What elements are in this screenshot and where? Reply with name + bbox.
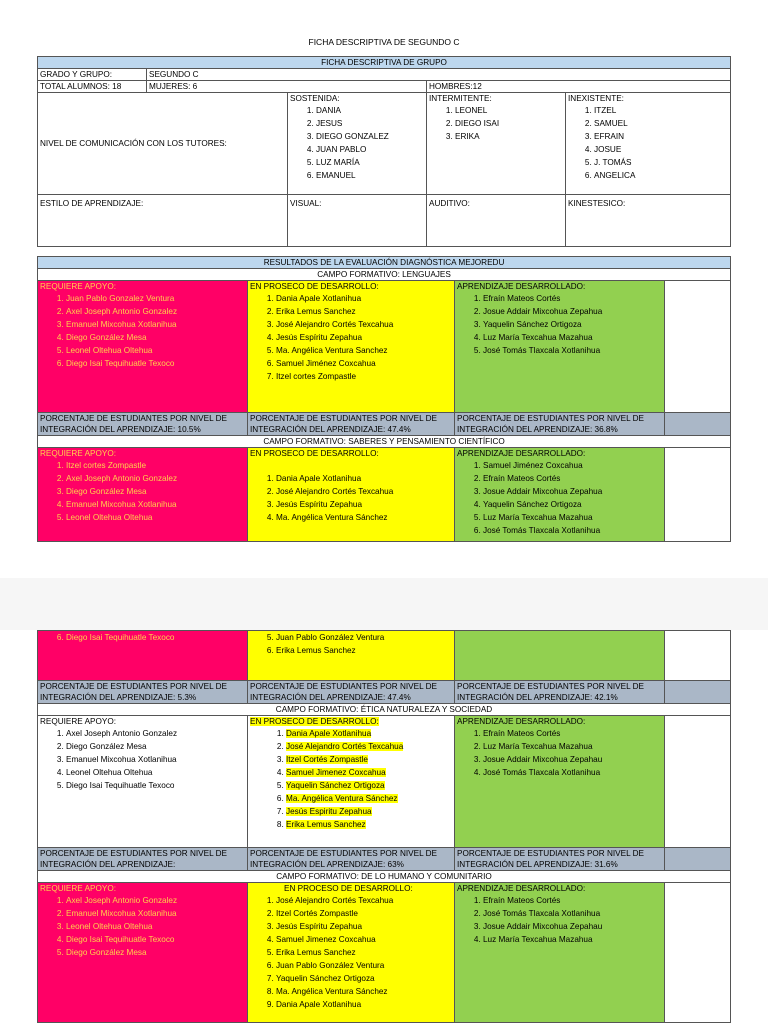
desarrollado-label: APRENDIZAJE DESARROLLADO: [457,282,586,291]
list-item [286,805,452,818]
pct-value: INTEGRACIÓN DEL APRENDIZAJE: 63% [250,860,404,869]
student-name: Dania Apale Xotlanihua [276,294,362,303]
humano-desarrollado-list [457,894,662,946]
proceso-label: EN PROSECO DE DESARROLLO: [250,282,379,291]
list-item [455,104,563,117]
inexistente-cell [566,93,731,195]
etica-desarrollado [455,716,665,848]
list-item [483,318,662,331]
student-name: Erika Lemus Sanchez [276,948,356,957]
list-item [316,117,424,130]
empty-cell [665,631,731,681]
list-item [276,344,452,357]
list-item [66,331,245,344]
student-name: Ma. Angélica Ventura Sánchez [276,513,388,522]
list-item [276,946,452,959]
resultados-header: RESULTADOS DE LA EVALUACIÓN DIAGNÓSTICA MEJOREDU [38,257,731,269]
list-item [276,998,452,1011]
student-name: Leonel Oltehua Oltehua [66,768,153,777]
list-item [66,357,245,370]
etica-desarrollado-list [457,727,662,779]
etica-requiere-list [40,727,245,792]
list-item [276,472,452,485]
student-name: Diego Isai Tequihuatle Texoco [66,935,175,944]
student-name: Josue Addair Mixcohua Zepahau [483,922,603,931]
list-item [276,511,452,524]
saberes-requiere [38,448,248,542]
comunicacion-label: NIVEL DE COMUNICACIÓN CON LOS TUTORES: [38,93,288,195]
student-name: Josue Addair Mixcohua Zepahua [483,307,603,316]
list-item [66,933,245,946]
list-item [276,357,452,370]
list-item [483,907,662,920]
list-item [276,631,452,644]
list-item [286,766,452,779]
list-item [594,117,728,130]
etica-proceso [248,716,455,848]
kinestesico-label: KINESTESICO: [566,195,731,247]
humano-requiere-list [40,894,245,959]
student-name: José Tomás Tlaxcala Xotlanihua [483,346,601,355]
requiere-label: REQUIERE APOYO: [40,884,116,893]
list-item [66,920,245,933]
intermitente-cell [427,93,566,195]
list-item [483,498,662,511]
etica-pct-proceso [248,848,455,871]
list-item [276,318,452,331]
lenguajes-proceso-list [250,292,452,383]
saberes-requiere-list-cont [40,631,245,644]
list-item [594,143,728,156]
list-item [483,920,662,933]
student-name: Itzel Cortés Zompastle [286,755,368,764]
student-name: Axel Joseph Antonio Gonzalez [66,896,178,905]
sostenida-cell [288,93,427,195]
list-item [276,907,452,920]
list-item [483,292,662,305]
list-item [483,524,662,537]
saberes-proceso-list-cont [250,631,452,657]
list-item [316,130,424,143]
grado-label: GRADO Y GRUPO: [38,69,147,81]
student-name: Jesús Espiritu Zepahua [286,807,372,816]
pct-label: PORCENTAJE DE ESTUDIANTES POR NIVEL DE [40,849,227,858]
humano-desarrollado [455,883,665,1023]
student-name: JOSUE [594,145,622,154]
student-name: Itzel cortes Zompastle [66,461,147,470]
student-name: Juan Pablo Gonzalez Ventura [66,294,175,303]
list-item [483,459,662,472]
student-name: Yaquelin Sánchez Ortigoza [483,320,582,329]
ficha-table [37,56,730,247]
sostenida-list [290,104,424,182]
list-item [483,727,662,740]
list-item [66,946,245,959]
ficha-header: FICHA DESCRIPTIVA DE GRUPO [38,57,731,69]
saberes-pct-desarrollado [455,681,665,704]
list-item [483,305,662,318]
lenguajes-title: CAMPO FORMATIVO: LENGUAJES [38,269,731,281]
student-name: LUZ MARÍA [316,158,360,167]
student-name: DANIA [316,106,342,115]
student-name: Diego Isai Tequihuatle Texoco [66,781,175,790]
student-name: EMANUEL [316,171,356,180]
empty-cell [665,716,731,848]
pct-label: PORCENTAJE DE ESTUDIANTES POR NIVEL DE [457,682,644,691]
student-name: Axel Joseph Antonio Gonzalez [66,307,178,316]
list-item [286,792,452,805]
hombres-count: HOMBRES:12 [427,81,731,93]
student-name: Yaquelin Sánchez Ortigoza [286,781,385,790]
empty-cell [665,281,731,413]
list-item [276,644,452,657]
list-item [276,959,452,972]
student-name: ANGELICA [594,171,636,180]
student-name: JESUS [316,119,343,128]
student-name: Efraín Mateos Cortés [483,896,561,905]
student-name: José Alejandro Cortés Texcahua [276,487,394,496]
saberes-desarrollado-list [457,459,662,537]
intermitente-label: INTERMITENTE: [429,94,492,103]
pct-value: INTEGRACIÓN DEL APRENDIZAJE: 36.8% [457,425,618,434]
document-title: FICHA DESCRIPTIVA DE SEGUNDO C [308,37,460,47]
lenguajes-pct-requiere [38,413,248,436]
list-item [286,818,452,831]
student-name: Leonel Oltehua Oltehua [66,346,153,355]
student-name: Dania Apale Xotlanihua [276,474,362,483]
list-item [276,292,452,305]
list-item [276,933,452,946]
etica-proceso-list [250,727,452,831]
saberes-desarrollado-cont [455,631,665,681]
empty-cell [665,681,731,704]
list-item [286,779,452,792]
student-name: Diego González Mesa [66,333,147,342]
student-name: Josue Addair Mixcohua Zepahau [483,755,603,764]
list-item [66,344,245,357]
student-name: José Tomás Tlaxcala Xotlanihua [483,768,601,777]
student-name: Dania Apale Xotlanihua [286,729,372,738]
student-name: José Alejandro Cortés Texcahua [286,742,404,751]
student-name: José Alejandro Cortés Texcahua [276,320,394,329]
requiere-label: REQUIERE APOYO: [40,717,116,726]
list-item [66,511,245,524]
list-item [66,305,245,318]
student-name: Emanuel Mixcohua Xotlanihua [66,320,177,329]
list-item [316,104,424,117]
list-item [276,972,452,985]
total-alumnos: TOTAL ALUMNOS: 18 [38,81,147,93]
saberes-requiere-list [40,459,245,524]
student-name: Samuel Jiménez Coxcahua [276,359,376,368]
humano-proceso-list [250,894,452,1011]
list-item [483,740,662,753]
student-name: Josue Addair Mixcohua Zepahua [483,487,603,496]
resultados-table-cont [37,630,730,1023]
student-name: Itzel cortes Zompastle [276,372,357,381]
list-item [276,985,452,998]
page-2 [0,578,768,1024]
list-item [455,117,563,130]
auditivo-label: AUDITIVO: [427,195,566,247]
lenguajes-proceso [248,281,455,413]
student-name: Jesús Espíritu Zepahua [276,922,363,931]
student-name: ERIKA [455,132,480,141]
list-item [286,740,452,753]
list-item [66,292,245,305]
pct-value: INTEGRACIÓN DEL APRENDIZAJE: 5.3% [40,693,197,702]
saberes-pct-requiere [38,681,248,704]
student-name: Erika Lemus Sanchez [276,646,356,655]
list-item [483,331,662,344]
pct-label: PORCENTAJE DE ESTUDIANTES POR NIVEL DE [250,414,437,423]
sostenida-label: SOSTENIDA: [290,94,340,103]
desarrollado-label: APRENDIZAJE DESARROLLADO: [457,449,586,458]
saberes-proceso [248,448,455,542]
pct-value: INTEGRACIÓN DEL APRENDIZAJE: 47.4% [250,693,411,702]
student-name: Leonel Oltehua Oltehua [66,922,153,931]
lenguajes-desarrollado-list [457,292,662,357]
inexistente-label: INEXISTENTE: [568,94,624,103]
student-name: Itzel Cortés Zompastle [276,909,358,918]
list-item [66,766,245,779]
pct-label: PORCENTAJE DE ESTUDIANTES POR NIVEL DE [457,849,644,858]
student-name: Ma. Angélica Ventura Sánchez [286,794,398,803]
etica-requiere [38,716,248,848]
student-name: Axel Joseph Antonio Gonzalez [66,729,178,738]
student-name: DIEGO ISAI [455,119,500,128]
requiere-label: REQUIERE APOYO: [40,449,116,458]
student-name: Diego González Mesa [66,948,147,957]
list-item [455,130,563,143]
empty-cell [665,413,731,436]
student-name: Emanuel Mixcohua Xotlanihua [66,755,177,764]
list-item [286,727,452,740]
list-item [594,169,728,182]
estilo-label: ESTILO DE APRENDIZAJE: [38,195,288,247]
list-item [316,156,424,169]
student-name: Luz María Texcahua Mazahua [483,333,593,342]
list-item [66,318,245,331]
student-name: Jesús Espíritu Zepahua [276,333,363,342]
list-item [483,472,662,485]
student-name: Jesús Espíritu Zepahua [276,500,363,509]
desarrollado-label: APRENDIZAJE DESARROLLADO: [457,884,586,893]
pct-label: PORCENTAJE DE ESTUDIANTES POR NIVEL DE [40,414,227,423]
student-name: Luz María Texcahua Mazahua [483,935,593,944]
student-name: Juan Pablo González Ventura [276,633,385,642]
list-item [483,485,662,498]
student-name: José Alejandro Cortés Texcahua [276,896,394,905]
lenguajes-requiere-list [40,292,245,370]
proceso-label: EN PROSECO DE DESARROLLO: [250,449,379,458]
lenguajes-pct-proceso [248,413,455,436]
humano-title: CAMPO FORMATIVO: DE LO HUMANO Y COMUNITARIO [38,871,731,883]
student-name: Emanuel Mixcohua Xotlanihua [66,500,177,509]
list-item [276,305,452,318]
list-item [286,753,452,766]
student-name: Efraín Mateos Cortés [483,729,561,738]
empty-cell [665,883,731,1023]
list-item [483,766,662,779]
student-name: Erika Lemus Sanchez [286,820,366,829]
saberes-proceso-list [250,472,452,524]
student-name: SAMUEL [594,119,628,128]
list-item [483,894,662,907]
pct-value: INTEGRACIÓN DEL APRENDIZAJE: 31.6% [457,860,618,869]
student-name: JUAN PABLO [316,145,367,154]
intermitente-list [429,104,563,143]
desarrollado-label: APRENDIZAJE DESARROLLADO: [457,717,586,726]
list-item [276,498,452,511]
visual-label: VISUAL: [288,195,427,247]
list-item [66,485,245,498]
list-item [66,894,245,907]
proceso-label: EN PROCESO DE DESARROLLO: [284,884,413,893]
list-item [66,472,245,485]
pct-label: PORCENTAJE DE ESTUDIANTES POR NIVEL DE [250,849,437,858]
list-item [483,753,662,766]
student-name: Erika Lemus Sanchez [276,307,356,316]
empty-cell [665,848,731,871]
student-name: EFRAIN [594,132,625,141]
student-name: Diego González Mesa [66,742,147,751]
list-item [276,485,452,498]
student-name: Efraín Mateos Cortés [483,474,561,483]
grado-value: SEGUNDO C [147,69,731,81]
list-item [66,631,245,644]
student-name: DIEGO GONZALEZ [316,132,389,141]
list-item [316,169,424,182]
list-item [483,511,662,524]
mujeres-count: MUJERES: 6 [147,81,427,93]
list-item [66,740,245,753]
student-name: Samuel Jiménez Coxcahua [483,461,583,470]
student-name: ITZEL [594,106,617,115]
empty-cell [665,448,731,542]
student-name: Leonel Oltehua Oltehua [66,513,153,522]
list-item [594,130,728,143]
humano-requiere [38,883,248,1023]
list-item [66,779,245,792]
student-name: Samuel Jimenez Coxcahua [276,935,376,944]
etica-pct-requiere [38,848,248,871]
list-item [276,331,452,344]
student-name: Samuel Jimenez Coxcahua [286,768,386,777]
list-item [483,933,662,946]
inexistente-list [568,104,728,182]
page-gap [0,578,768,630]
student-name: Luz María Texcahua Mazahua [483,513,593,522]
list-item [594,104,728,117]
list-item [276,370,452,383]
pct-value: INTEGRACIÓN DEL APRENDIZAJE: 47.4% [250,425,411,434]
saberes-proceso-cont [248,631,455,681]
list-item [276,920,452,933]
lenguajes-desarrollado [455,281,665,413]
student-name: Axel Joseph Antonio Gonzalez [66,474,178,483]
list-item [66,907,245,920]
lenguajes-pct-desarrollado [455,413,665,436]
student-name: Ma. Angélica Ventura Sánchez [276,987,388,996]
student-name: Juan Pablo González Ventura [276,961,385,970]
student-name: José Tomás Tlaxcala Xotlanihua [483,526,601,535]
humano-proceso [248,883,455,1023]
student-name: Ma. Angélica Ventura Sanchez [276,346,388,355]
student-name: Diego Isai Tequihuatle Texoco [66,359,175,368]
pct-value: INTEGRACIÓN DEL APRENDIZAJE: [40,860,176,869]
list-item [66,459,245,472]
list-item [276,894,452,907]
proceso-label: EN PROSECO DE DESARROLLO: [250,717,379,726]
list-item [483,344,662,357]
pct-label: PORCENTAJE DE ESTUDIANTES POR NIVEL DE [40,682,227,691]
student-name: Diego González Mesa [66,487,147,496]
student-name: LEONEL [455,106,488,115]
requiere-label: REQUIERE APOYO: [40,282,116,291]
saberes-title: CAMPO FORMATIVO: SABERES Y PENSAMIENTO CIENTÍFICO [38,436,731,448]
saberes-desarrollado [455,448,665,542]
pct-label: PORCENTAJE DE ESTUDIANTES POR NIVEL DE [250,682,437,691]
student-name: Yaquelin Sánchez Ortigoza [276,974,375,983]
student-name: Luz María Texcahua Mazahua [483,742,593,751]
student-name: Diego Isai Tequihuatle Texoco [66,633,175,642]
etica-title: CAMPO FORMATIVO: ÉTICA NATURALEZA Y SOCIEDAD [38,704,731,716]
list-item [316,143,424,156]
list-item [66,727,245,740]
saberes-pct-proceso [248,681,455,704]
pct-value: INTEGRACIÓN DEL APRENDIZAJE: 42.1% [457,693,618,702]
list-item [66,753,245,766]
list-item [594,156,728,169]
student-name: J. TOMÁS [594,158,632,167]
etica-pct-desarrollado [455,848,665,871]
list-item [66,498,245,511]
student-name: Efraín Mateos Cortés [483,294,561,303]
resultados-table [37,256,730,542]
pct-label: PORCENTAJE DE ESTUDIANTES POR NIVEL DE [457,414,644,423]
student-name: José Tomás Tlaxcala Xotlanihua [483,909,601,918]
student-name: Emanuel Mixcohua Xotlanihua [66,909,177,918]
student-name: Yaquelin Sánchez Ortigoza [483,500,582,509]
pct-value: INTEGRACIÓN DEL APRENDIZAJE: 10.5% [40,425,201,434]
saberes-requiere-cont [38,631,248,681]
student-name: Dania Apale Xotlanihua [276,1000,362,1009]
lenguajes-requiere [38,281,248,413]
